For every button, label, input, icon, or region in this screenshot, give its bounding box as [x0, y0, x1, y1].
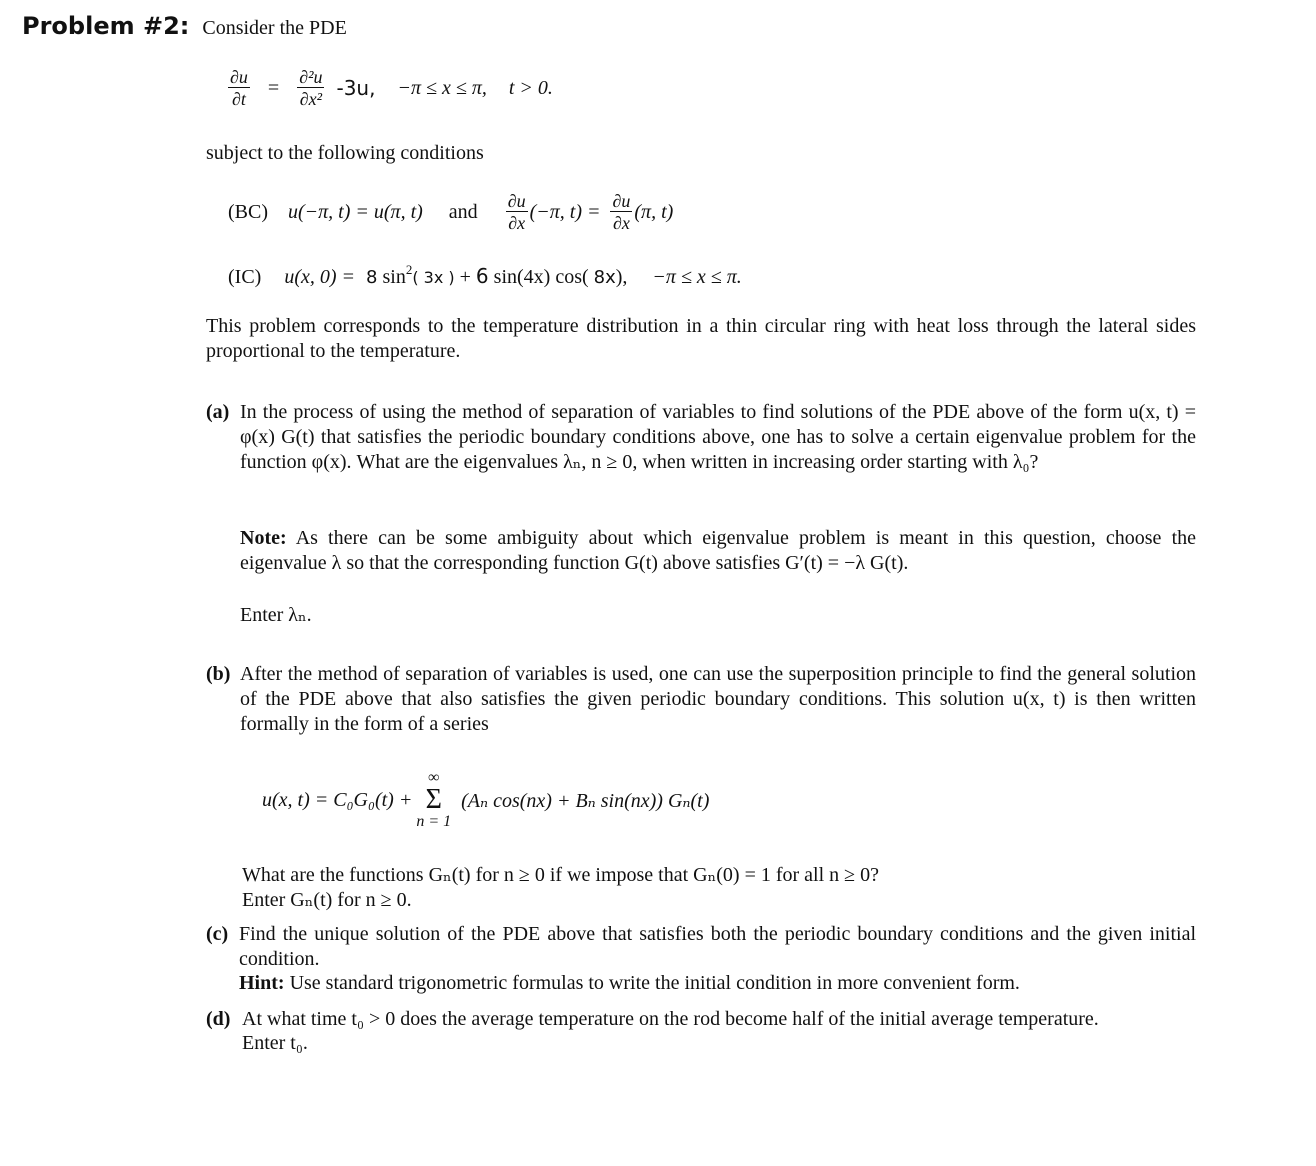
part-c-hint	[239, 972, 1020, 995]
problem-heading	[22, 12, 347, 40]
part-c-label: (c)	[206, 923, 229, 945]
ic-exponent: 2	[405, 262, 413, 277]
hint-label: Hint:	[239, 972, 285, 994]
ic-product: sin(4x) cos(	[488, 266, 594, 288]
part-a-label: (a)	[206, 401, 230, 423]
pde-lhs-numerator: ∂u	[230, 67, 248, 87]
series-rhs: (Aₙ cos(nx) + Bₙ sin(nx)) Gₙ(t)	[461, 789, 710, 812]
note-label: Note:	[240, 527, 287, 549]
series-lhs: u(x, t) = C₀G₀(t) +	[262, 788, 413, 811]
bc-left-fraction	[506, 192, 528, 232]
part-a-enter: Enter λₙ.	[240, 604, 312, 626]
problem-description: This problem corresponds to the temperature distribution in a thin circular ring with heat loss through the lateral sides proportional to the temperature.	[206, 315, 1196, 362]
part-d	[206, 1007, 1196, 1032]
part-b-enter: Enter Gₙ(t) for n ≥ 0.	[242, 889, 412, 911]
bc-condition-1: u(−π, t) = u(π, t)	[288, 200, 423, 223]
ic-coefficient-2: 6	[475, 264, 489, 288]
pde-term: -3u,	[336, 76, 376, 100]
part-b-text: After the method of separation of variables is used, one can use the superposition principle to find the general solution of the PDE above that also satisfies the given periodic boundary conditions. This solution u(x, t) is then written formally in the form of a series	[240, 663, 1196, 735]
boundary-conditions	[228, 190, 673, 234]
part-d-text: At what time t₀ > 0 does the average temperature on the rod become half of the initial average temperature.	[242, 1008, 1099, 1030]
pde-equals: =	[267, 76, 280, 99]
problem-label: Problem #2:	[22, 12, 190, 40]
problem-intro: Consider the PDE	[202, 17, 347, 39]
series-formula	[262, 762, 709, 838]
ic-lhs: u(x, 0) =	[284, 266, 356, 288]
ic-coefficient-1: 8	[366, 267, 378, 288]
part-d-label: (d)	[206, 1008, 231, 1030]
part-c	[206, 922, 1196, 972]
sum-upper-limit: ∞	[428, 769, 440, 786]
bc-label: (BC)	[228, 200, 268, 223]
bc-and: and	[448, 200, 478, 223]
pde-rhs-numerator: ∂²u	[299, 67, 323, 87]
pde-equation	[228, 62, 553, 114]
bc-right-fraction	[610, 192, 632, 232]
ic-argument-2: 8x	[593, 267, 616, 288]
pde-rhs-fraction	[297, 68, 324, 108]
part-d-enter: Enter t₀.	[242, 1032, 308, 1054]
part-b-question: What are the functions Gₙ(t) for n ≥ 0 if we impose that Gₙ(0) = 1 for all n ≥ 0?	[242, 864, 880, 886]
ic-sin-1: sin	[377, 266, 406, 288]
sigma-symbol: Σ	[425, 784, 442, 815]
part-a-note	[240, 526, 1196, 576]
bc-right-argument: (π, t)	[634, 200, 674, 223]
ic-close: ),	[615, 266, 628, 288]
bc-left-argument: (−π, t) =	[529, 200, 601, 223]
part-a-text: In the process of using the method of separation of variables to find solutions of the PDE above of the form u(x, t) = φ(x) G(t) that satisfies the periodic boundary conditions above, one has to solve a certain eigenvalue problem for the function φ(x). What are the eigenvalues λₙ, n ≥ 0, when written in increasing order starting with λ₀?	[240, 401, 1196, 473]
pde-lhs-fraction	[228, 68, 250, 108]
note-text: As there can be some ambiguity about which eigenvalue problem is meant in this question, choose the eigenvalue λ so that the corresponding function G(t) above satisfies G′(t) = −λ G(t).	[240, 527, 1196, 574]
summation	[416, 770, 451, 830]
ic-label: (IC)	[228, 266, 262, 288]
part-b-label: (b)	[206, 663, 231, 685]
hint-text: Use standard trigonometric formulas to write the initial condition in more convenient form.	[289, 972, 1020, 994]
ic-range: −π ≤ x ≤ π.	[652, 266, 742, 288]
pde-lhs-denominator: ∂t	[232, 89, 246, 109]
part-c-text: Find the unique solution of the PDE above that satisfies both the periodic boundary conditions and the given initial condition.	[239, 923, 1196, 970]
pde-domain: −π ≤ x ≤ π,	[397, 76, 487, 99]
part-b	[206, 662, 1196, 737]
bc-right-denominator: ∂x	[612, 213, 630, 233]
initial-condition	[228, 262, 742, 289]
ic-argument-1: ( 3x )	[412, 268, 455, 287]
pde-rhs-denominator: ∂x²	[299, 89, 322, 109]
bc-right-numerator: ∂u	[612, 191, 631, 211]
bc-left-denominator: ∂x	[508, 213, 526, 233]
sum-lower-limit: n = 1	[416, 813, 452, 830]
pde-time: t > 0.	[508, 76, 553, 99]
subject-text: subject to the following conditions	[206, 142, 484, 164]
bc-left-numerator: ∂u	[507, 191, 526, 211]
part-a	[206, 400, 1196, 475]
ic-plus: +	[454, 266, 476, 288]
